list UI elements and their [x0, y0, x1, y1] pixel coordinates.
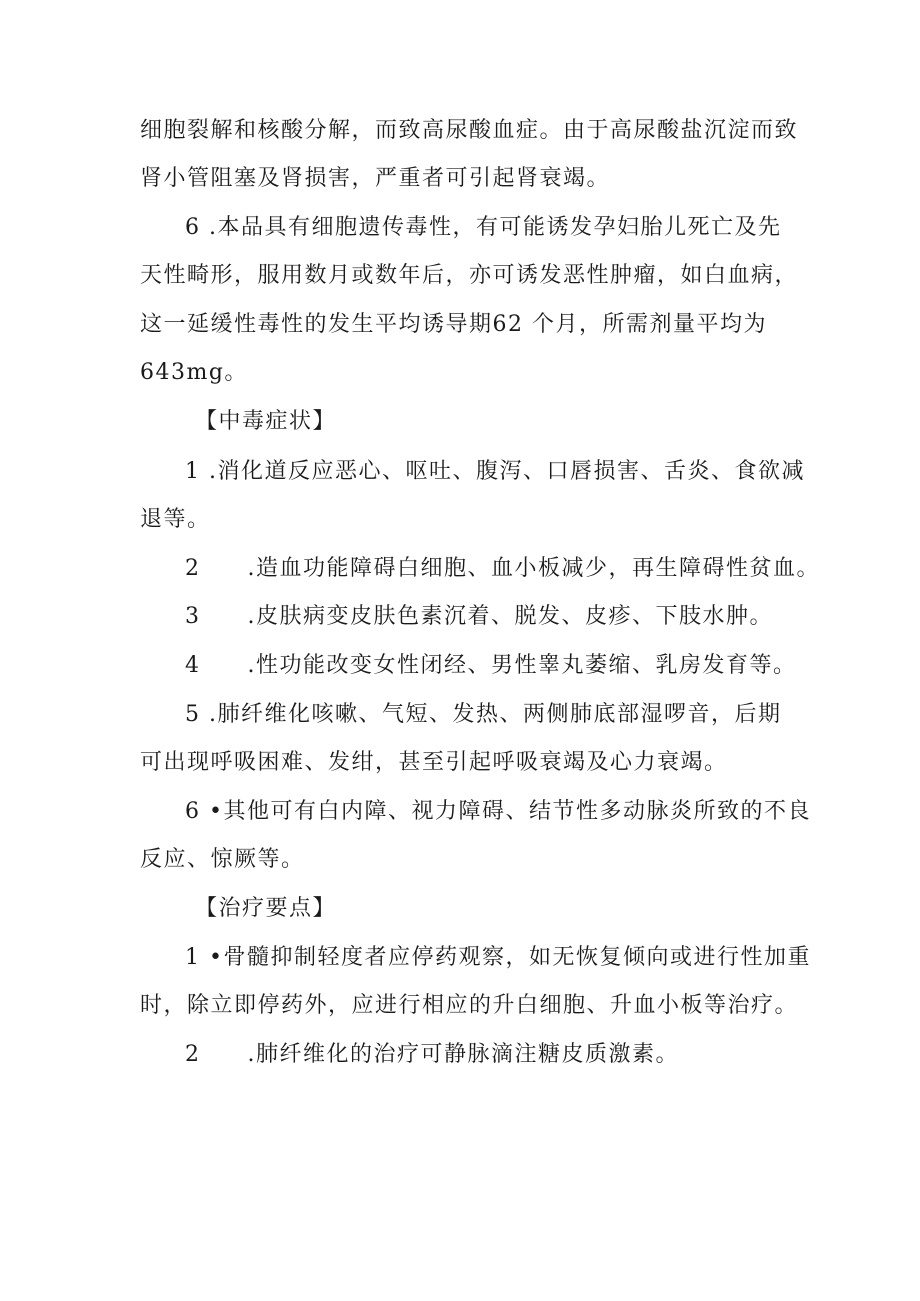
list-item-line: 4 .性功能改变女性闭经、男性睾丸萎缩、乳房发育等。 — [185, 653, 797, 678]
section-heading: 【治疗要点】 — [195, 896, 337, 921]
paragraph-line: 反应、惊厥等。 — [140, 847, 305, 872]
paragraph-line: 肾小管阻塞及肾损害，严重者可引起肾衰竭。 — [140, 166, 611, 191]
list-item-line: 1 •骨髓抑制轻度者应停药观察，如无恢复倾向或进行性加重 — [185, 945, 811, 970]
list-item-line: 2 .造血功能障碍白细胞、血小板减少，再生障碍性贫血。 — [185, 556, 820, 581]
list-item-line: 2 .肺纤维化的治疗可静脉滴注糖皮质激素。 — [185, 1042, 679, 1067]
paragraph-line: 可出现呼吸困难、发绀，甚至引起呼吸衰竭及心力衰竭。 — [140, 750, 728, 775]
paragraph-line: 这一延缓性毒性的发生平均诱导期62 个月，所需剂量平均为 — [140, 312, 767, 337]
list-item-line: 5 .肺纤维化咳嗽、气短、发热、两侧肺底部湿啰音，后期 — [185, 702, 782, 727]
list-item-line: 6 •其他可有白内障、视力障碍、结节性多动脉炎所致的不良 — [185, 799, 811, 824]
paragraph-line: 天性畸形，服用数月或数年后，亦可诱发恶性肿瘤，如白血病， — [140, 263, 799, 288]
paragraph-line: 643mg。 — [140, 360, 248, 385]
section-heading: 【中毒症状】 — [195, 409, 337, 434]
list-item-line: 3 .皮肤病变皮肤色素沉着、脱发、皮疹、下肢水肿。 — [185, 604, 773, 629]
list-item-line: 1 .消化道反应恶心、呕吐、腹泻、口唇损害、舌炎、食欲减 — [185, 459, 805, 484]
list-item-line: 6 .本品具有细胞遗传毒性，有可能诱发孕妇胎儿死亡及先 — [185, 215, 782, 240]
paragraph-line: 退等。 — [140, 507, 211, 532]
paragraph-line: 细胞裂解和核酸分解，而致高尿酸血症。由于高尿酸盐沉淀而致 — [140, 118, 799, 143]
paragraph-line: 时，除立即停药外，应进行相应的升白细胞、升血小板等治疗。 — [140, 993, 799, 1018]
